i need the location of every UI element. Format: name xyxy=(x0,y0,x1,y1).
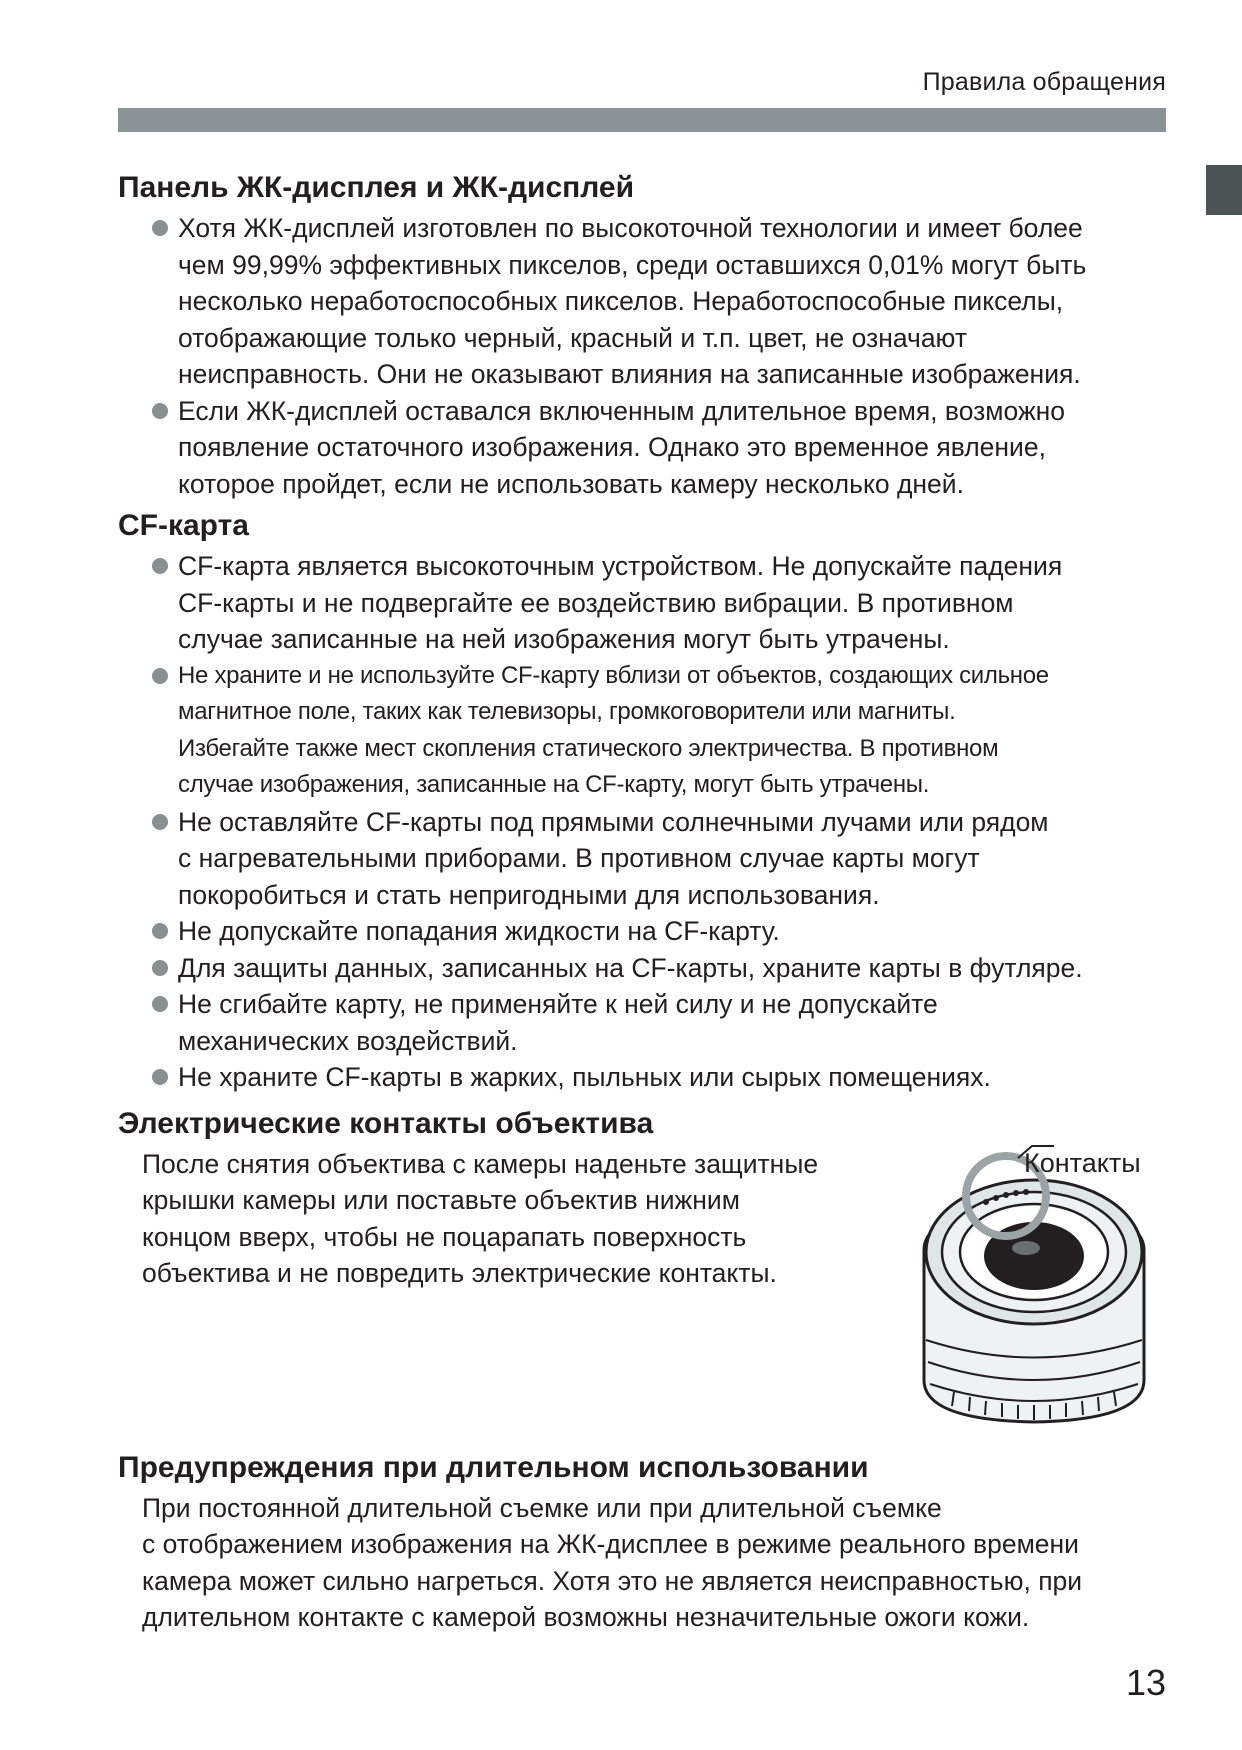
text-line: концом вверх, чтобы не поцарапать поверхность xyxy=(142,1221,747,1252)
page-content xyxy=(118,168,1166,1636)
bullet-line: которое пройдет, если не использовать камеру несколько дней. xyxy=(178,468,964,499)
bullet-item xyxy=(118,913,1166,950)
text-line: камера может сильно нагреться. Хотя это не является неисправностью, при xyxy=(142,1565,1083,1596)
bullet-line: Не сгибайте карту, не применяйте к ней силу и не допускайте xyxy=(178,989,938,1019)
lens-mount-illustration xyxy=(894,1140,1174,1426)
section-title-long-use-warning: Предупреждения при длительном использовании xyxy=(118,1450,869,1484)
bullet-item xyxy=(118,1059,1166,1096)
bullet-line: магнитное поле, таких как телевизоры, громкоговорители или магниты. xyxy=(178,698,956,725)
bullet-line: Избегайте также мест скопления статического электричества. В противном xyxy=(178,734,999,762)
bullet-line: появление остаточного изображения. Однако это временное явление, xyxy=(178,432,1046,462)
bullet-icon xyxy=(152,220,168,236)
section-title-lens-contacts: Электрические контакты объектива xyxy=(118,1106,654,1140)
bullet-line: CF-карта является высокоточным устройством. Не допускайте падения xyxy=(178,551,1063,581)
page-number: 13 xyxy=(1125,1662,1166,1703)
bullet-icon xyxy=(152,403,168,419)
chapter-tab xyxy=(1206,165,1242,215)
bullet-item xyxy=(118,393,1166,503)
header-bar xyxy=(118,108,1166,132)
section-cf-card xyxy=(118,508,1166,1096)
bullet-line: покоробиться и стать непригодными для использования. xyxy=(178,879,880,910)
text-line: крышки камеры или поставьте объектив нижним xyxy=(142,1185,740,1215)
lens-contacts-text xyxy=(142,1146,902,1292)
bullet-list-lcd xyxy=(118,210,1166,502)
bullet-line: с нагревательными приборами. В противном случае карты могут xyxy=(178,843,980,873)
bullet-item xyxy=(118,658,1166,804)
bullet-item xyxy=(118,210,1166,393)
bullet-line: Хотя ЖК-дисплей изготовлен по высокоточной технологии и имеет более xyxy=(178,213,1083,243)
bullet-line: чем 99,99% эффективных пикселов, среди оставшихся 0,01% могут быть xyxy=(178,249,1087,280)
contacts-label: Контакты xyxy=(1024,1147,1141,1178)
bullet-line: неисправность. Они не оказывают влияния на записанные изображения. xyxy=(178,359,1081,389)
bullet-line: CF-карты и не подвергайте ее воздействию вибрации. В противном xyxy=(178,587,1014,618)
bullet-icon xyxy=(152,558,168,574)
bullet-list-cf-card xyxy=(118,548,1166,1096)
section-lens-contacts xyxy=(118,1106,1166,1436)
section-lcd xyxy=(118,170,1166,502)
bullet-item xyxy=(118,548,1166,658)
bullet-line: Если ЖК-дисплей оставался включенным длительное время, возможно xyxy=(178,395,1066,426)
bullet-icon xyxy=(152,668,168,684)
text-line: длительном контакте с камерой возможны незначительные ожоги кожи. xyxy=(142,1602,1030,1632)
text-line: объектива и не повредить электрические контакты. xyxy=(142,1258,777,1288)
bullet-line: механических воздействий. xyxy=(178,1025,518,1056)
bullet-item xyxy=(118,986,1166,1059)
bullet-item xyxy=(118,950,1166,987)
bullet-line: случае изображения, записанные на CF-карту, могут быть утрачены. xyxy=(178,771,930,798)
running-header: Правила обращения xyxy=(922,68,1166,96)
section-title-cf-card: CF-карта xyxy=(118,509,249,542)
bullet-line: Не храните CF-карты в жарких, пыльных или сырых помещениях. xyxy=(178,1062,991,1092)
bullet-icon xyxy=(152,1069,168,1085)
bullet-line: случае записанные на ней изображения могут быть утрачены. xyxy=(178,624,950,654)
bullet-icon xyxy=(152,923,168,939)
bullet-line: Не оставляйте CF-карты под прямыми солнечными лучами или рядом xyxy=(178,806,1049,837)
text-line: с отображением изображения на ЖК-дисплее в режиме реального времени xyxy=(142,1529,1079,1559)
text-line: При постоянной длительной съемке или при длительной съемке xyxy=(142,1492,942,1523)
text-line: После снятия объектива с камеры наденьте защитные xyxy=(142,1148,819,1179)
bullet-item xyxy=(118,804,1166,914)
bullet-line: несколько неработоспособных пикселов. Неработоспособные пикселы, xyxy=(178,286,1064,316)
bullet-line: Не храните и не используйте CF-карту вблизи от объектов, создающих сильное xyxy=(178,661,1049,689)
bullet-line: Для защиты данных, записанных на CF-карты, храните карты в футляре. xyxy=(178,952,1083,983)
bullet-line: Не допускайте попадания жидкости на CF-карту. xyxy=(178,916,780,946)
section-long-use-warning xyxy=(118,1450,1166,1636)
bullet-icon xyxy=(152,960,168,976)
long-use-warning-text xyxy=(118,1490,1166,1636)
bullet-icon xyxy=(152,996,168,1012)
bullet-line: отображающие только черный, красный и т.п. цвет, не означают xyxy=(178,322,967,353)
section-title-lcd: Панель ЖК-дисплея и ЖК-дисплей xyxy=(118,171,635,204)
bullet-icon xyxy=(152,814,168,830)
